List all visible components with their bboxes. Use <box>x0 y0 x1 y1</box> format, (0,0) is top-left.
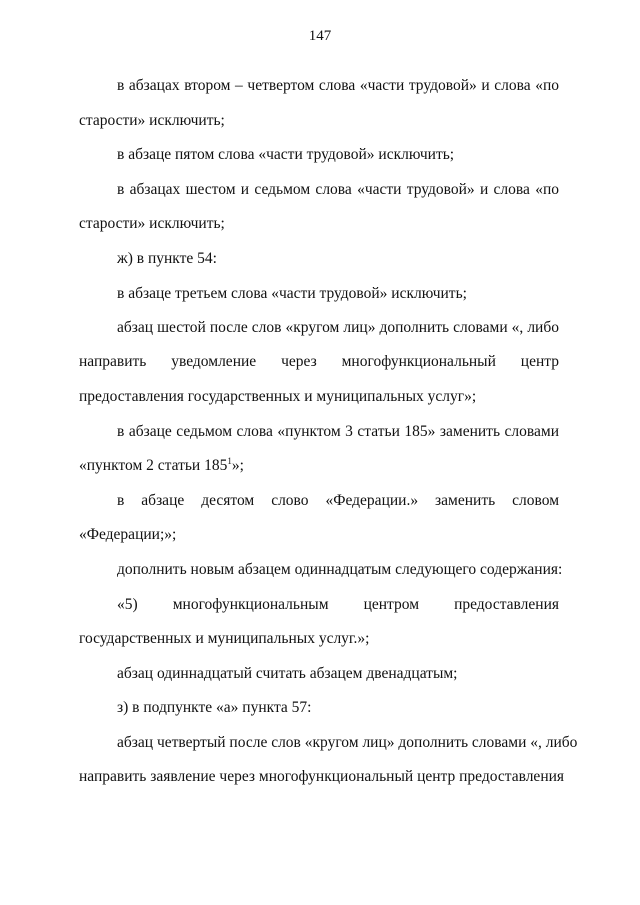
text-line <box>79 456 559 476</box>
text-segment: «пунктом 2 статьи 185 <box>79 457 228 474</box>
text-line: дополнить новым абзацем одиннадцатым следующего содержания: <box>117 561 563 578</box>
text-line: в абзацах шестом и седьмом слова «части трудовой» и слова «по <box>117 181 559 198</box>
text-line: з) в подпункте «а» пункта 57: <box>117 699 312 716</box>
text-line: абзац одиннадцатый считать абзацем двенадцатым; <box>117 665 458 682</box>
superscript: 1 <box>227 455 232 466</box>
text-line: старости» исключить; <box>79 215 225 232</box>
text-line: абзац четвертый после слов «кругом лиц» дополнить словами «, либо <box>117 734 578 751</box>
text-line: направить уведомление через многофункциональный центр <box>79 353 559 370</box>
page-number: 147 <box>308 28 332 44</box>
text-line: «Федерации;»; <box>79 526 177 543</box>
text-line: в абзаце седьмом слова «пунктом 3 статьи 185» заменить словами <box>117 423 559 440</box>
text-line: в абзаце десятом слово «Федерации.» заменить словом <box>117 492 559 509</box>
text-line: ж) в пункте 54: <box>117 250 217 267</box>
text-line: абзац шестой после слов «кругом лиц» дополнить словами «, либо <box>117 319 559 336</box>
text-line: государственных и муниципальных услуг.»; <box>79 630 370 647</box>
text-line: «5) многофункциональным центром предоставления <box>117 596 559 613</box>
text-line: в абзаце пятом слова «части трудовой» исключить; <box>117 146 455 163</box>
text-line: в абзаце третьем слова «части трудовой» исключить; <box>117 285 467 302</box>
text-line: в абзацах втором – четвертом слова «части трудовой» и слова «по <box>117 77 559 94</box>
text-segment: »; <box>231 457 244 474</box>
text-line: направить заявление через многофункциональный центр предоставления <box>79 768 565 785</box>
text-line: предоставления государственных и муниципальных услуг»; <box>79 388 477 405</box>
text-line: старости» исключить; <box>79 112 225 129</box>
